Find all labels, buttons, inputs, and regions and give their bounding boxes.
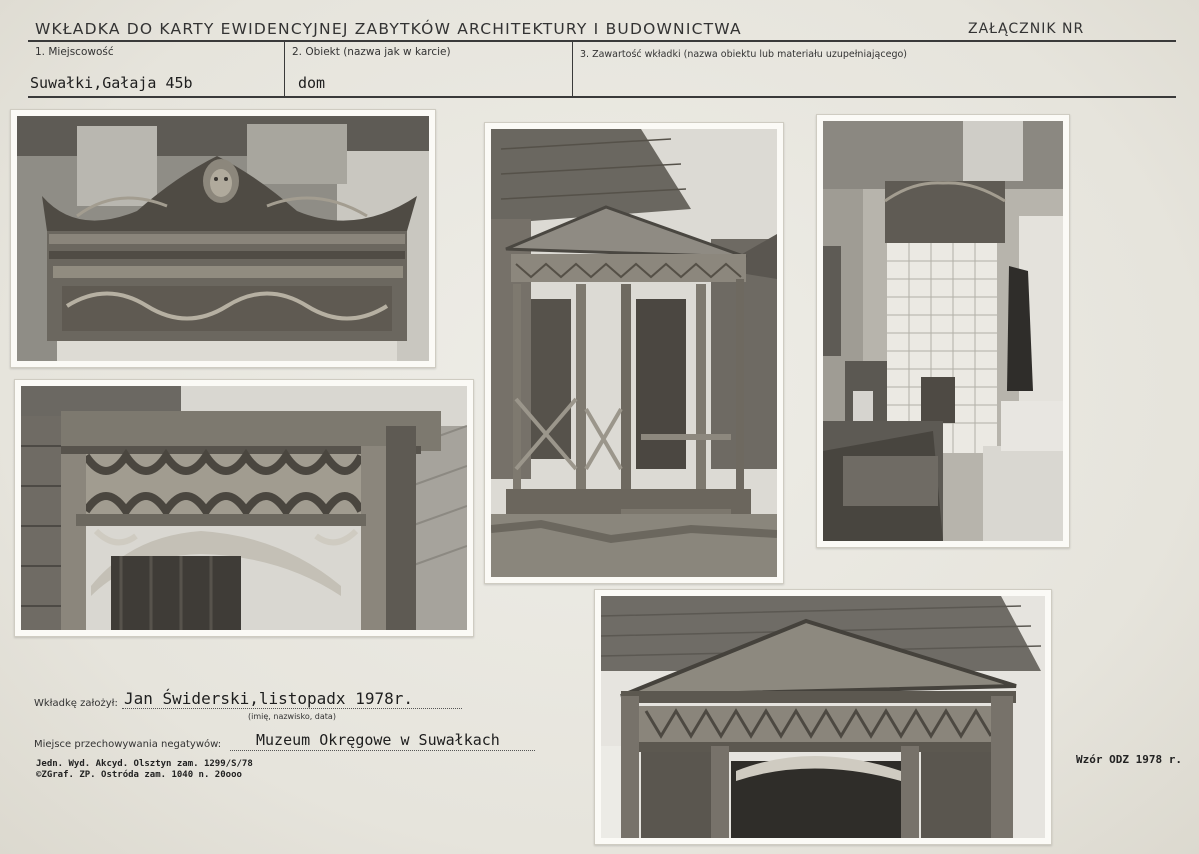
storage-value: Muzeum Okręgowe w Suwałkach (256, 731, 500, 749)
porch-gable-image (601, 596, 1045, 838)
header-top-rule (28, 40, 1176, 42)
form-code: Wzór ODZ 1978 r. (1076, 753, 1182, 766)
photo-stove-crown (10, 109, 436, 368)
author-hint: (imię, nazwisko, data) (248, 712, 336, 721)
photo-interior-stove (816, 114, 1070, 548)
attachment-number-label: ZAŁĄCZNIK NR (968, 21, 1085, 37)
author-value: Jan Świderski,listopadx 1978r. (124, 689, 413, 708)
object-value: dom (298, 74, 326, 92)
printer-line-2: ©ZGraf. ZP. Ostróda zam. 1040 n. 20ooo (36, 770, 242, 780)
locality-label: 1. Miejscowość (35, 46, 114, 58)
porch-image (491, 129, 777, 577)
locality-value: Suwałki,Gałaja 45b (30, 74, 193, 92)
author-dotline (122, 708, 462, 709)
photo-lattice-detail (14, 379, 474, 637)
photo-porch-gable (594, 589, 1052, 845)
content-label: 3. Zawartość wkładki (nazwa obiektu lub materiału uzupełniającego) (580, 49, 907, 60)
field-divider-2 (572, 42, 573, 96)
lattice-detail-image (21, 386, 467, 630)
field-divider-1 (284, 42, 285, 96)
form-title: WKŁADKA DO KARTY EWIDENCYJNEJ ZABYTKÓW ARCHITEKTURY I BUDOWNICTWA (35, 20, 742, 38)
photo-porch (484, 122, 784, 584)
storage-label: Miejsce przechowywania negatywów: (34, 739, 222, 750)
object-label: 2. Obiekt (nazwa jak w karcie) (292, 46, 451, 58)
stove-crown-image (17, 116, 429, 361)
header-bottom-rule (28, 96, 1176, 98)
interior-image (823, 121, 1063, 541)
printer-line-1: Jedn. Wyd. Akcyd. Olsztyn zam. 1299/S/78 (36, 759, 253, 769)
storage-dotline (230, 750, 535, 751)
author-label: Wkładkę założył: (34, 698, 118, 709)
